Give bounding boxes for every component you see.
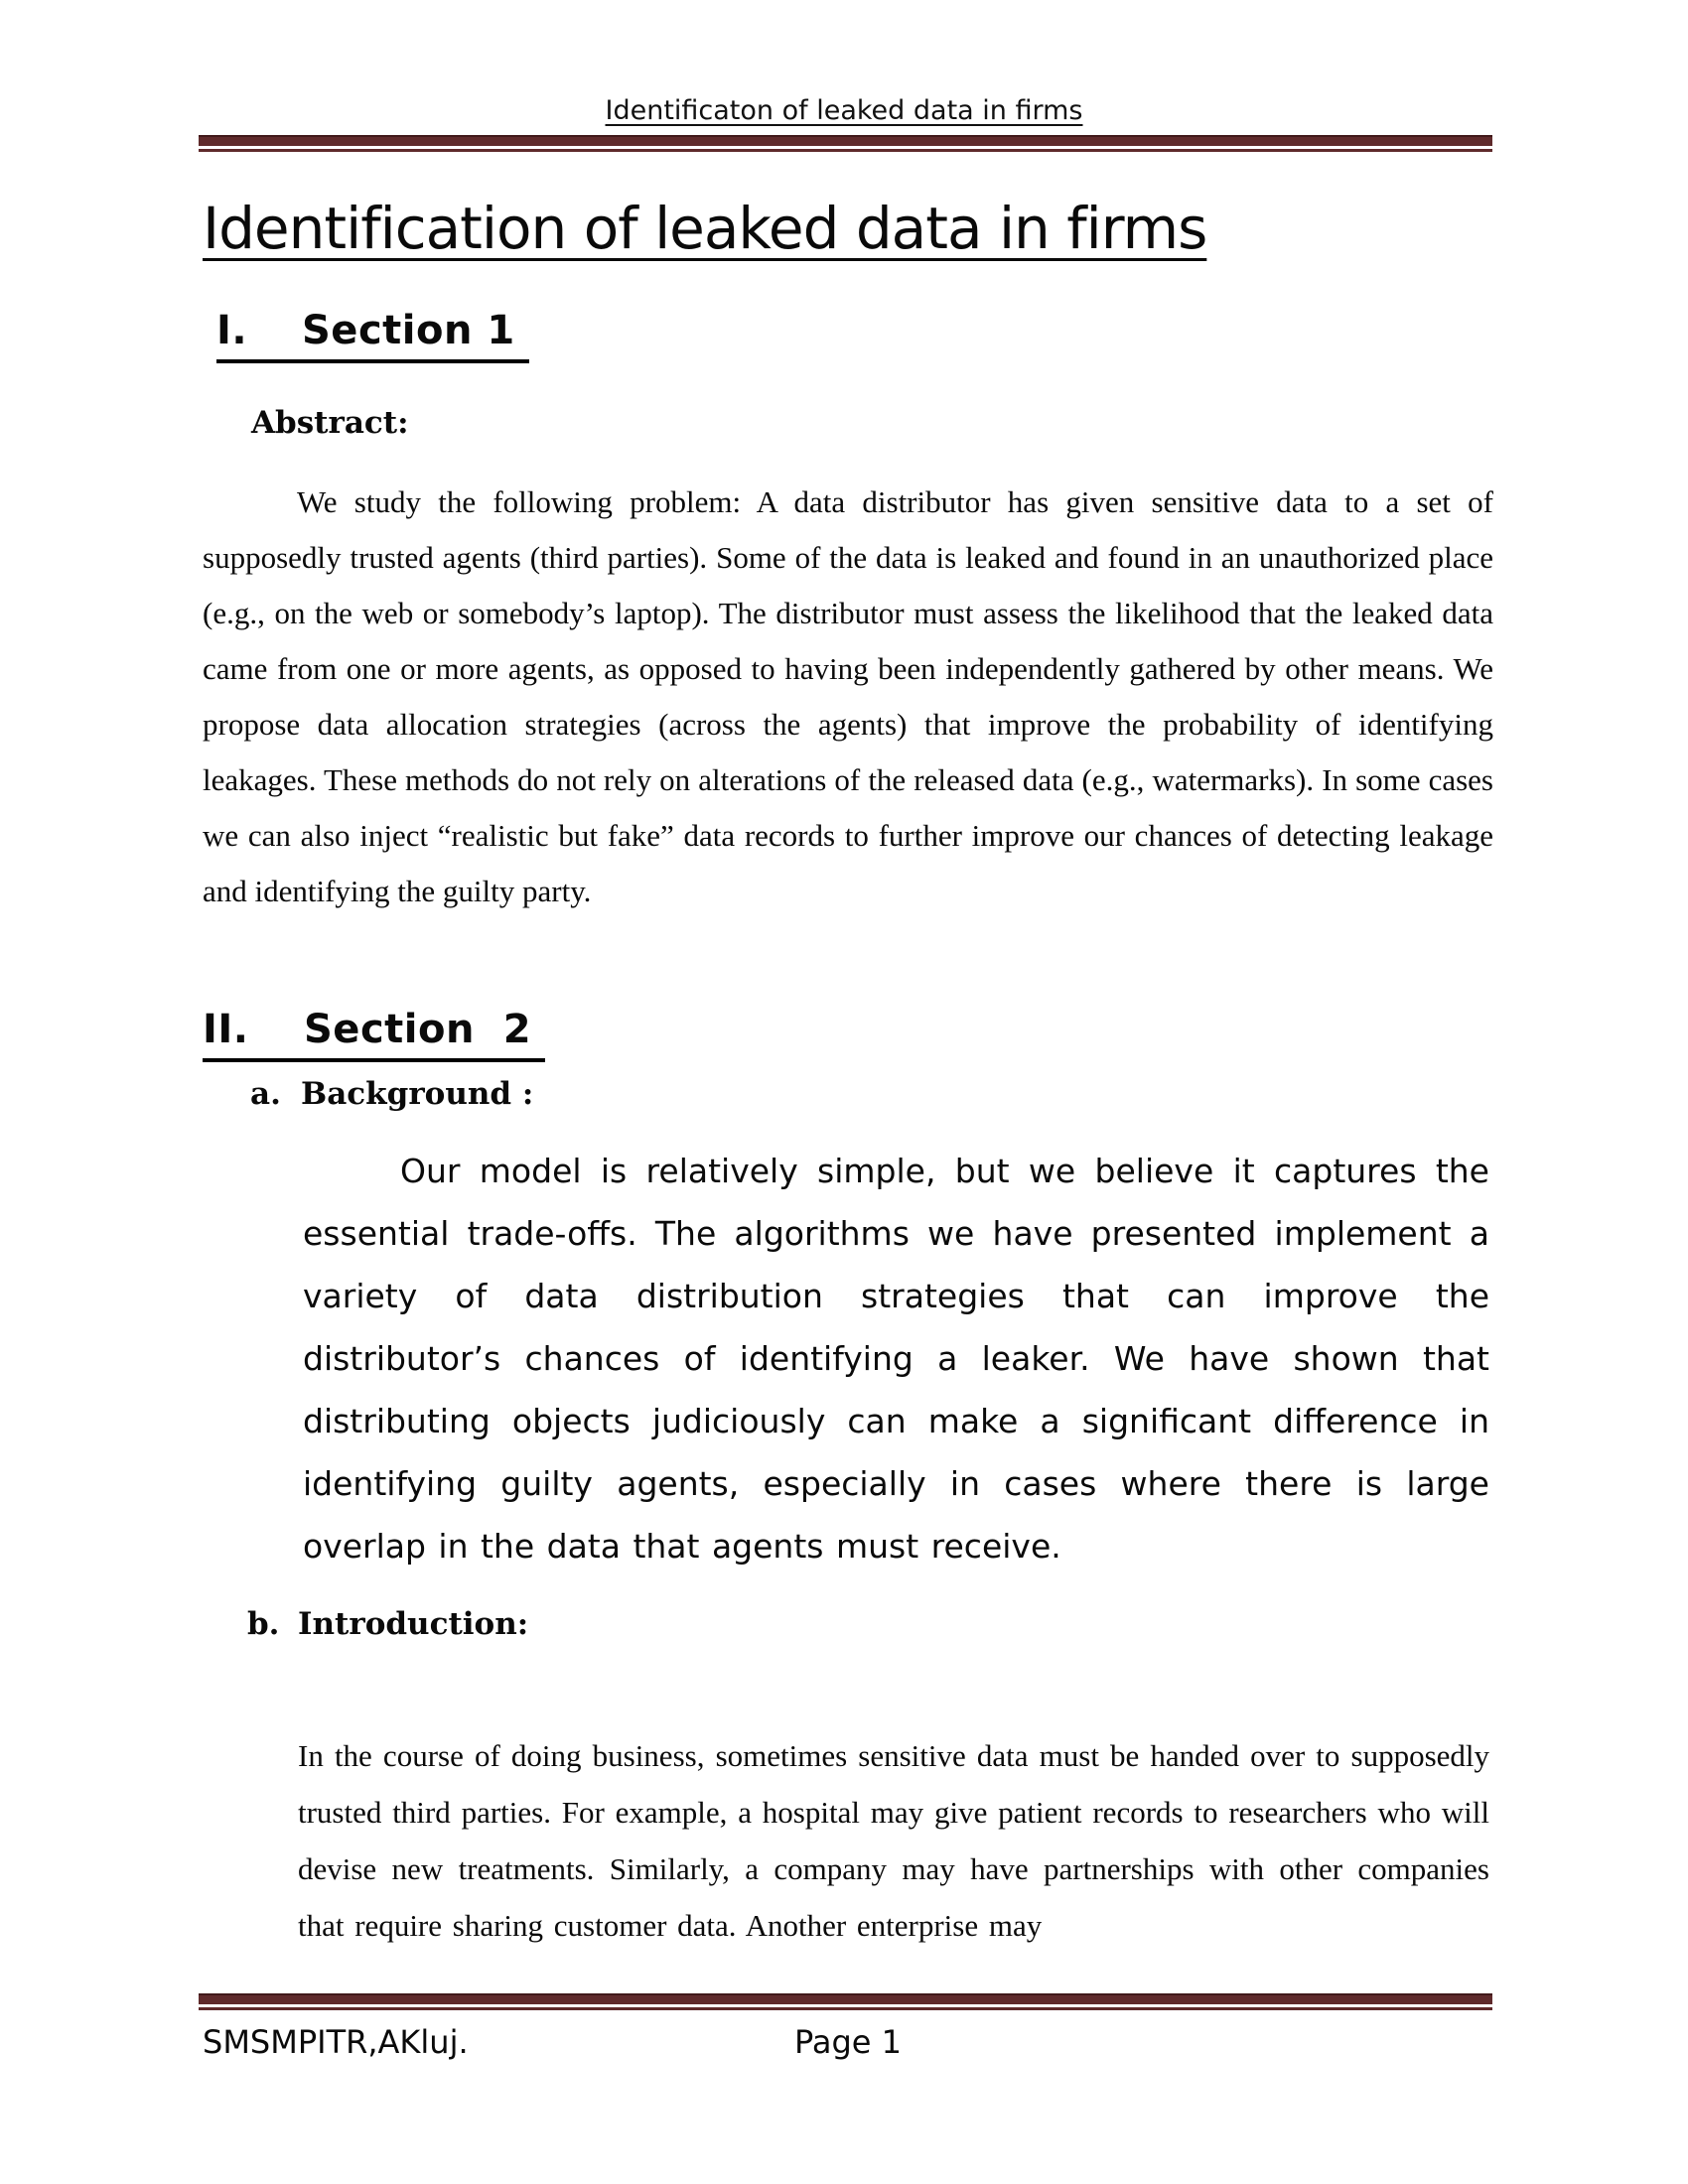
abstract-paragraph: We study the following problem: A data distributor has given sensitive data to a set of supposedly trusted agents (third parties). Some of the data is leaked and found in an unauthorized place (e.g., on the web or somebody’s laptop). The distributor must assess the likelihood that the leaked data came from one or more agents, as opposed to having been independently gathered by other means. We propose data allocation strategies (across the agents) that improve the probability of identifying leakages. These methods do not rely on alterations of the released data (e.g., watermarks). In some cases we can also inject “realistic but fake” data records to further improve our chances of detecting leakage and identifying the guilty party. bbox=[203, 484, 1493, 908]
footer-author: SMSMPITR,AKluj. bbox=[203, 2023, 469, 2061]
background-paragraph: Our model is relatively simple, but we believe it captures the essential trade-offs. The algorithms we have presented implement a variety of data distribution strategies that can improve the distributor’s chances of identifying a leaker. We have shown that distributing objects judiciously can make a significant difference in identifying guilty agents, especially in cases where there is large overlap in the data that agents must receive. bbox=[303, 1152, 1489, 1566]
introduction-heading-text: Introduction: bbox=[298, 1606, 529, 1642]
introduction-heading bbox=[247, 1606, 528, 1642]
page-footer bbox=[203, 2023, 1493, 2061]
running-header: Identificaton of leaked data in firms bbox=[605, 95, 1083, 126]
background-item-label: a. bbox=[250, 1076, 281, 1112]
section-1-title: Section 1 bbox=[302, 308, 515, 353]
background-heading bbox=[250, 1076, 533, 1112]
introduction-item-label: b. bbox=[247, 1606, 280, 1642]
footer-page-number: Page 1 bbox=[794, 2023, 902, 2061]
background-heading-text: Background : bbox=[301, 1076, 534, 1112]
abstract-heading: Abstract: bbox=[251, 405, 409, 441]
introduction-paragraph: In the course of doing business, sometimes sensitive data must be handed over to supposedly trusted third parties. For example, a hospital may give patient records to researchers who will devise new treatments. Similarly, a company may have partnerships with other companies that require sharing customer data. Another enterprise may bbox=[298, 1738, 1489, 1943]
footer-rule-thick-band bbox=[199, 1995, 1492, 2004]
footer-rule bbox=[199, 1993, 1492, 2010]
section-2-number: II. bbox=[203, 1007, 249, 1052]
section-2-title: Section 2 bbox=[304, 1007, 532, 1052]
header-rule-thick-band bbox=[199, 137, 1492, 146]
section-1-number: I. bbox=[216, 308, 248, 353]
section-1-heading bbox=[216, 308, 529, 363]
footer-rule-thin-band bbox=[199, 2007, 1492, 2010]
header-rule-thin-band bbox=[199, 149, 1492, 152]
section-2-heading bbox=[203, 1007, 545, 1062]
page-title: Identification of leaked data in firms bbox=[203, 195, 1207, 262]
header-rule bbox=[199, 135, 1492, 152]
